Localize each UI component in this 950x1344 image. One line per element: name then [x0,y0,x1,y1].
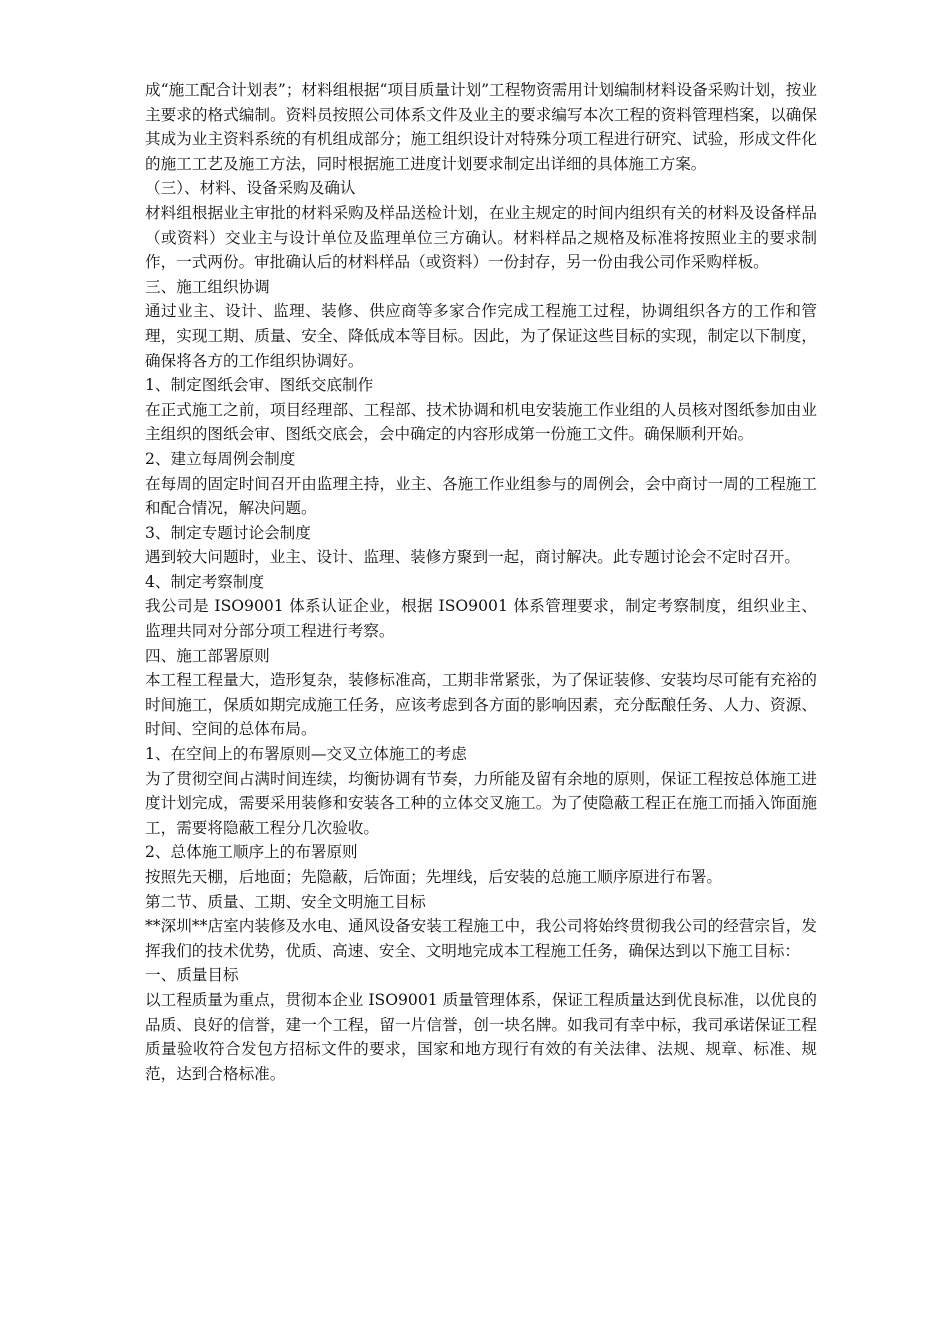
heading-construction-coordination: 三、施工组织协调 [145,277,270,296]
paragraph-section-two: **深圳**店室内装修及水电、通风设备安装工程施工中，我公司将始终贯彻我公司的经营宗旨，发挥我们的技术优势，优质、高速、安全、文明地完成本工程施工任务，确保达到以下施工目标： [145,917,817,960]
document-body [145,78,817,1086]
paragraph-sequence-principle: 按照先天棚，后地面；先隐蔽，后饰面；先埋线，后安装的总施工顺序原进行布署。 [145,868,722,886]
heading-material-procurement: （三）、材料、设备采购及确认 [145,179,356,198]
heading-sequence-principle: 2、总体施工顺序上的布署原则 [145,843,358,862]
paragraph-continuation: 成“施工配合计划表”；材料组根据“项目质量计划”工程物资需用计划编制材料设备采购计划，按业主要求的格式编制。资料员按照公司体系文件及业主的要求编写本次工程的资料管理档案，以确保其成为业主资料系统的有机组成部分；施工组织设计对特殊分项工程进行研究、试验，形成文件化的施工工艺及施工方法，同时根据施工进度计划要求制定出详细的具体施工方案。 [145,81,817,173]
heading-spatial-principle: 1、在空间上的布署原则—交叉立体施工的考虑 [145,745,467,764]
paragraph-spatial-principle: 为了贯彻空间占满时间连续，均衡协调有节奏，力所能及留有余地的原则，保证工程按总体施工进度计划完成，需要采用装修和安装各工种的立体交叉施工。为了使隐蔽工程正在施工而插入饰面施工，需要将隐蔽工程分几次验收。 [145,769,817,837]
heading-drawing-review: 1、制定图纸会审、图纸交底制作 [145,376,374,395]
heading-weekly-meeting: 2、建立每周例会制度 [145,449,296,468]
paragraph-deployment-principles: 本工程工程量大，造形复杂，装修标准高，工期非常紧张，为了保证装修、安装均尽可能有充裕的时间施工，保质如期完成施工任务，应该考虑到各方面的影响因素，充分酝酿任务、人力、资源、时间、空间的总体布局。 [145,671,817,739]
paragraph-inspection-system: 我公司是 ISO9001 体系认证企业，根据 ISO9001 体系管理要求，制定考察制度，组织业主、监理共同对分部分项工程进行考察。 [145,597,817,641]
paragraph-quality-target: 以工程质量为重点，贯彻本企业 ISO9001 质量管理体系，保证工程质量达到优良标准，以优良的品质、良好的信誉，建一个工程，留一片信誉，创一块名牌。如我司有幸中标，我司承诺保证工程质量验收符合发包方招标文件的要求，国家和地方现行有效的有关法律、法规、规章、标准、规范，达到合格标准。 [145,990,817,1083]
heading-quality-target: 一、质量目标 [145,966,239,985]
heading-special-discussion: 3、制定专题讨论会制度 [145,523,311,542]
heading-inspection-system: 4、制定考察制度 [145,572,265,591]
heading-deployment-principles: 四、施工部署原则 [145,646,270,665]
paragraph-special-discussion: 遇到较大问题时，业主、设计、监理、装修方聚到一起，商讨解决。此专题讨论会不定时召开。 [145,548,800,567]
heading-section-two: 第二节、质量、工期、安全文明施工目标 [145,892,426,911]
paragraph-weekly-meeting: 在每周的固定时间召开由监理主持，业主、各施工作业组参与的周例会，会中商讨一周的工程施工和配合情况，解决问题。 [145,474,817,518]
paragraph-drawing-review: 在正式施工之前，项目经理部、工程部、技术协调和机电安装施工作业组的人员核对图纸参加由业主组织的图纸会审、图纸交底会，会中确定的内容形成第一份施工文件。确保顺利开始。 [145,400,817,444]
paragraph-material-procurement: 材料组根据业主审批的材料采购及样品送检计划，在业主规定的时间内组织有关的材料及设备样品（或资料）交业主与设计单位及监理单位三方确认。材料样品之规格及标准将按照业主的要求制作，一式两份。审批确认后的材料样品（或资料）一份封存，另一份由我公司作采购样板。 [145,203,817,272]
paragraph-construction-coordination: 通过业主、设计、监理、装修、供应商等多家合作完成工程施工过程，协调组织各方的工作和管理，实现工期、质量、安全、降低成本等目标。因此，为了保证这些目标的实现，制定以下制度，确保将各方的工作组织协调好。 [145,302,817,370]
